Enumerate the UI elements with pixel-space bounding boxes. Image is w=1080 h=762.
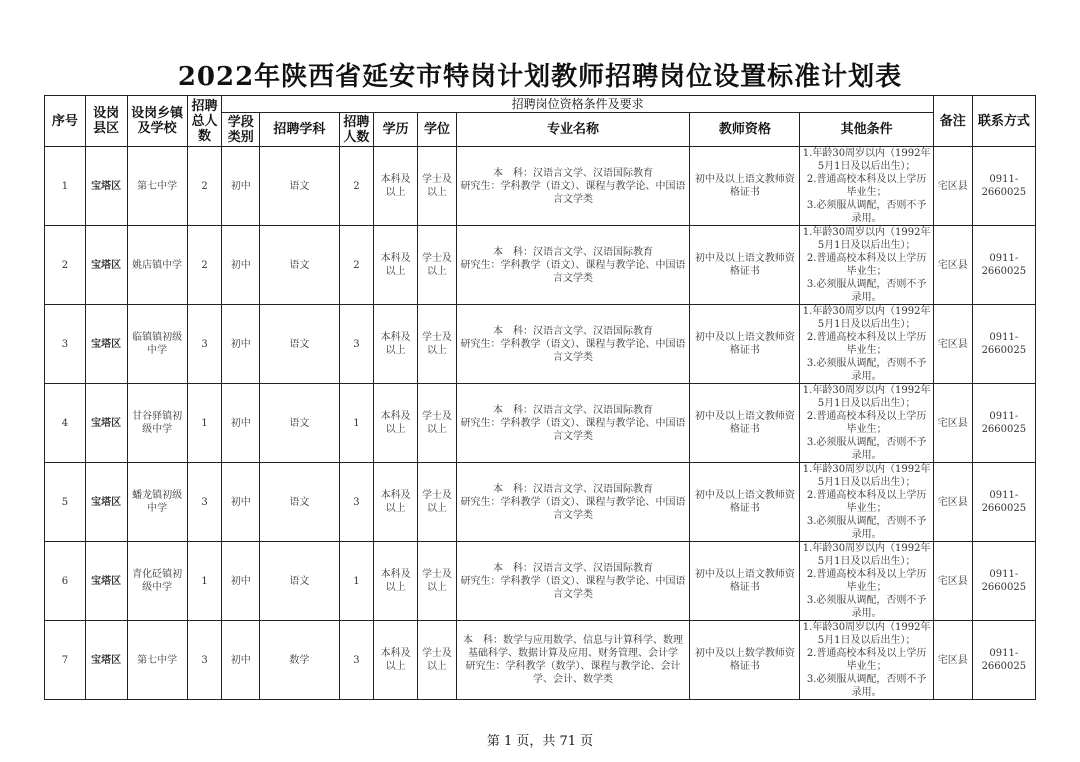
cell-degree: 学士及以上 — [418, 542, 457, 621]
cell-remark: 宅区县 — [933, 542, 972, 621]
cell-subject: 语文 — [260, 226, 340, 305]
cell-education: 本科及以上 — [374, 226, 418, 305]
cell-qualification: 初中及以上语文教师资格证书 — [690, 305, 800, 384]
cell-degree: 学士及以上 — [418, 384, 457, 463]
cell-total: 3 — [187, 463, 222, 542]
cell-stage: 初中 — [222, 305, 260, 384]
cell-count: 2 — [339, 147, 374, 226]
cell-school: 第七中学 — [127, 621, 187, 700]
cell-qualification: 初中及以上语文教师资格证书 — [690, 226, 800, 305]
cell-remark: 宅区县 — [933, 147, 972, 226]
cell-other: 1.年龄30周岁以内（1992年5月1日及以后出生）； 2.普通高校本科及以上学历毕业生； 3.必须服从调配，否则不予录用。 — [800, 542, 934, 621]
cell-county: 宝塔区 — [85, 226, 127, 305]
cell-total: 2 — [187, 147, 222, 226]
cell-total: 3 — [187, 621, 222, 700]
cell-stage: 初中 — [222, 384, 260, 463]
cell-remark: 宅区县 — [933, 621, 972, 700]
table-row — [45, 226, 1036, 305]
cell-degree: 学士及以上 — [418, 147, 457, 226]
table-row — [45, 305, 1036, 384]
cell-total: 2 — [187, 226, 222, 305]
cell-seq: 3 — [45, 305, 86, 384]
cell-count: 3 — [339, 463, 374, 542]
cell-seq: 2 — [45, 226, 86, 305]
cell-other: 1.年龄30周岁以内（1992年5月1日及以后出生）； 2.普通高校本科及以上学历毕业生； 3.必须服从调配，否则不予录用。 — [800, 621, 934, 700]
table-body — [45, 147, 1036, 700]
cell-county: 宝塔区 — [85, 384, 127, 463]
cell-degree: 学士及以上 — [418, 621, 457, 700]
cell-county: 宝塔区 — [85, 621, 127, 700]
cell-stage: 初中 — [222, 542, 260, 621]
cell-contact: 0911-2660025 — [972, 463, 1035, 542]
cell-school: 姚店镇中学 — [127, 226, 187, 305]
table-row — [45, 147, 1036, 226]
cell-major: 本 科：汉语言文学、汉语国际教育 研究生：学科教学（语文）、课程与教学论、中国语言文学类 — [456, 147, 689, 226]
header-qualification: 教师资格 — [690, 113, 800, 147]
cell-major: 本 科：汉语言文学、汉语国际教育 研究生：学科教学（语文）、课程与教学论、中国语言文学类 — [456, 305, 689, 384]
table-row — [45, 621, 1036, 700]
cell-county: 宝塔区 — [85, 147, 127, 226]
cell-degree: 学士及以上 — [418, 463, 457, 542]
cell-count: 3 — [339, 305, 374, 384]
cell-count: 3 — [339, 621, 374, 700]
cell-count: 1 — [339, 542, 374, 621]
cell-subject: 数学 — [260, 621, 340, 700]
cell-major: 本 科：汉语言文学、汉语国际教育 研究生：学科教学（语文）、课程与教学论、中国语言文学类 — [456, 463, 689, 542]
cell-education: 本科及以上 — [374, 305, 418, 384]
cell-remark: 宅区县 — [933, 226, 972, 305]
recruitment-table — [44, 95, 1036, 700]
cell-education: 本科及以上 — [374, 384, 418, 463]
cell-county: 宝塔区 — [85, 463, 127, 542]
cell-subject: 语文 — [260, 463, 340, 542]
cell-major: 本 科：数学与应用数学、信息与计算科学、数理基础科学、数据计算及应用、财务管理、会计学 研究生：学科教学（数学）、课程与教学论、会计学、会计、数学类 — [456, 621, 689, 700]
cell-major: 本 科：汉语言文学、汉语国际教育 研究生：学科教学（语文）、课程与教学论、中国语言文学类 — [456, 384, 689, 463]
cell-seq: 1 — [45, 147, 86, 226]
header-remark: 备注 — [933, 96, 972, 147]
cell-contact: 0911-2660025 — [972, 305, 1035, 384]
header-stage: 学段类别 — [222, 113, 260, 147]
cell-contact: 0911-2660025 — [972, 384, 1035, 463]
cell-total: 1 — [187, 542, 222, 621]
cell-stage: 初中 — [222, 147, 260, 226]
cell-qualification: 初中及以上语文教师资格证书 — [690, 384, 800, 463]
cell-remark: 宅区县 — [933, 384, 972, 463]
cell-stage: 初中 — [222, 226, 260, 305]
header-contact: 联系方式 — [972, 96, 1035, 147]
page-footer: 第 1 页，共 71 页 — [486, 734, 594, 749]
cell-major: 本 科：汉语言文学、汉语国际教育 研究生：学科教学（语文）、课程与教学论、中国语言文学类 — [456, 542, 689, 621]
cell-qualification: 初中及以上语文教师资格证书 — [690, 463, 800, 542]
cell-remark: 宅区县 — [933, 305, 972, 384]
cell-contact: 0911-2660025 — [972, 226, 1035, 305]
cell-other: 1.年龄30周岁以内（1992年5月1日及以后出生）； 2.普通高校本科及以上学历毕业生； 3.必须服从调配，否则不予录用。 — [800, 147, 934, 226]
cell-seq: 4 — [45, 384, 86, 463]
header-education: 学历 — [374, 113, 418, 147]
cell-count: 2 — [339, 226, 374, 305]
cell-total: 3 — [187, 305, 222, 384]
cell-qualification: 初中及以上语文教师资格证书 — [690, 147, 800, 226]
header-major: 专业名称 — [456, 113, 689, 147]
table-header — [45, 96, 1036, 147]
cell-degree: 学士及以上 — [418, 226, 457, 305]
cell-seq: 5 — [45, 463, 86, 542]
header-degree: 学位 — [418, 113, 457, 147]
header-school: 设岗乡镇及学校 — [127, 96, 187, 147]
table-row — [45, 384, 1036, 463]
table-row — [45, 542, 1036, 621]
cell-other: 1.年龄30周岁以内（1992年5月1日及以后出生）； 2.普通高校本科及以上学历毕业生； 3.必须服从调配，否则不予录用。 — [800, 305, 934, 384]
cell-county: 宝塔区 — [85, 305, 127, 384]
cell-stage: 初中 — [222, 463, 260, 542]
cell-education: 本科及以上 — [374, 621, 418, 700]
header-subject: 招聘学科 — [260, 113, 340, 147]
cell-contact: 0911-2660025 — [972, 621, 1035, 700]
header-seq: 序号 — [45, 96, 86, 147]
cell-remark: 宅区县 — [933, 463, 972, 542]
cell-total: 1 — [187, 384, 222, 463]
cell-school: 蟠龙镇初级中学 — [127, 463, 187, 542]
cell-other: 1.年龄30周岁以内（1992年5月1日及以后出生）； 2.普通高校本科及以上学历毕业生； 3.必须服从调配，否则不予录用。 — [800, 463, 934, 542]
cell-county: 宝塔区 — [85, 542, 127, 621]
cell-subject: 语文 — [260, 542, 340, 621]
page-title: 2022年陕西省延安市特岗计划教师招聘岗位设置标准计划表 — [177, 62, 903, 92]
table-row — [45, 463, 1036, 542]
cell-education: 本科及以上 — [374, 147, 418, 226]
cell-other: 1.年龄30周岁以内（1992年5月1日及以后出生）； 2.普通高校本科及以上学历毕业生； 3.必须服从调配，否则不予录用。 — [800, 384, 934, 463]
cell-subject: 语文 — [260, 384, 340, 463]
header-county: 设岗县区 — [85, 96, 127, 147]
cell-seq: 6 — [45, 542, 86, 621]
header-requirements-group: 招聘岗位资格条件及要求 — [222, 96, 934, 113]
cell-school: 青化砭镇初级中学 — [127, 542, 187, 621]
cell-seq: 7 — [45, 621, 86, 700]
cell-school: 甘谷驿镇初级中学 — [127, 384, 187, 463]
cell-subject: 语文 — [260, 305, 340, 384]
cell-subject: 语文 — [260, 147, 340, 226]
header-other: 其他条件 — [800, 113, 934, 147]
cell-contact: 0911-2660025 — [972, 542, 1035, 621]
cell-count: 1 — [339, 384, 374, 463]
cell-stage: 初中 — [222, 621, 260, 700]
cell-other: 1.年龄30周岁以内（1992年5月1日及以后出生）； 2.普通高校本科及以上学历毕业生； 3.必须服从调配，否则不予录用。 — [800, 226, 934, 305]
cell-education: 本科及以上 — [374, 542, 418, 621]
cell-qualification: 初中及以上数学教师资格证书 — [690, 621, 800, 700]
cell-degree: 学士及以上 — [418, 305, 457, 384]
cell-school: 第七中学 — [127, 147, 187, 226]
cell-qualification: 初中及以上语文教师资格证书 — [690, 542, 800, 621]
header-count: 招聘人数 — [339, 113, 374, 147]
cell-education: 本科及以上 — [374, 463, 418, 542]
cell-contact: 0911-2660025 — [972, 147, 1035, 226]
header-total: 招聘总人数 — [187, 96, 222, 147]
cell-school: 临镇镇初级中学 — [127, 305, 187, 384]
cell-major: 本 科：汉语言文学、汉语国际教育 研究生：学科教学（语文）、课程与教学论、中国语言文学类 — [456, 226, 689, 305]
